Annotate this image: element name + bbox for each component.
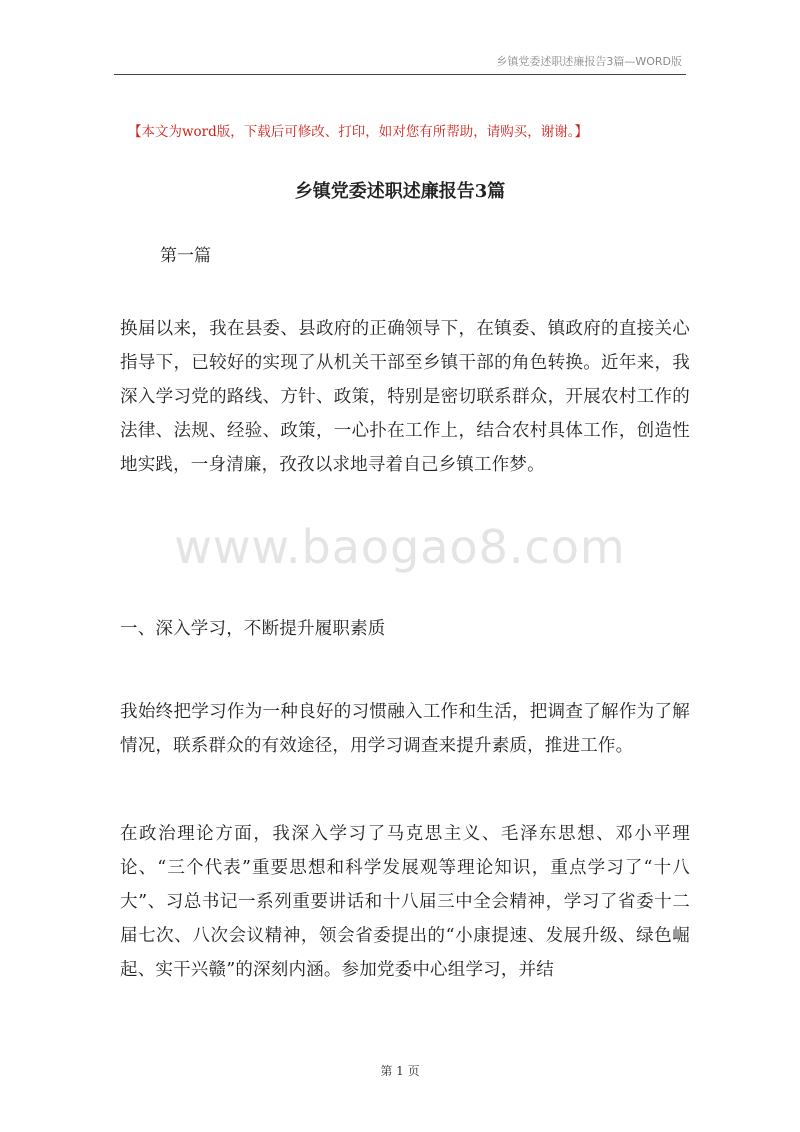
body-paragraph-intro: 换届以来，我在县委、县政府的正确领导下，在镇委、镇政府的直接关心指导下，已较好的实现了从机关干部至乡镇干部的角色转换。近年来，我深入学习党的路线、方针、政策，特别是密切联系群众，开展农村工作的法律、法规、经验、政策，一心扑在工作上，结合农村具体工作，创造性地实践，一身清廉，孜孜以求地寻着自己乡镇工作梦。 (120, 319, 690, 475)
purchase-notice: 【本文为word版，下载后可修改、打印，如对您有所帮助，请购买，谢谢。】 (128, 124, 589, 140)
watermark: www.baogao8.com (174, 520, 626, 574)
document-title: 乡镇党委述职述廉报告3篇 (294, 181, 506, 202)
running-header: 乡镇党委述职述廉报告3篇—WORD版 (496, 55, 682, 68)
header-divider (114, 74, 686, 75)
body-paragraph-study: 我始终把学习作为一种良好的习惯融入工作和生活，把调查了解作为了解情况，联系群众的有效途径，用学习调查来提升素质，推进工作。 (120, 702, 690, 756)
section-heading-1: 一、深入学习，不断提升履职素质 (120, 619, 386, 639)
page-number: 第 1 页 (380, 1064, 420, 1078)
section-label: 第一篇 (160, 246, 211, 266)
body-paragraph-theory: 在政治理论方面，我深入学习了马克思主义、毛泽东思想、邓小平理论、“三个代表”重要思想和科学发展观等理论知识，重点学习了“十八大”、习总书记一系列重要讲话和十八届三中全会精神，学习了省委十二届七次、八次会议精神，领会省委提出的“小康提速、发展升级、绿色崛起、实干兴赣”的深刻内涵。参加党委中心组学习，并结 (120, 824, 690, 980)
